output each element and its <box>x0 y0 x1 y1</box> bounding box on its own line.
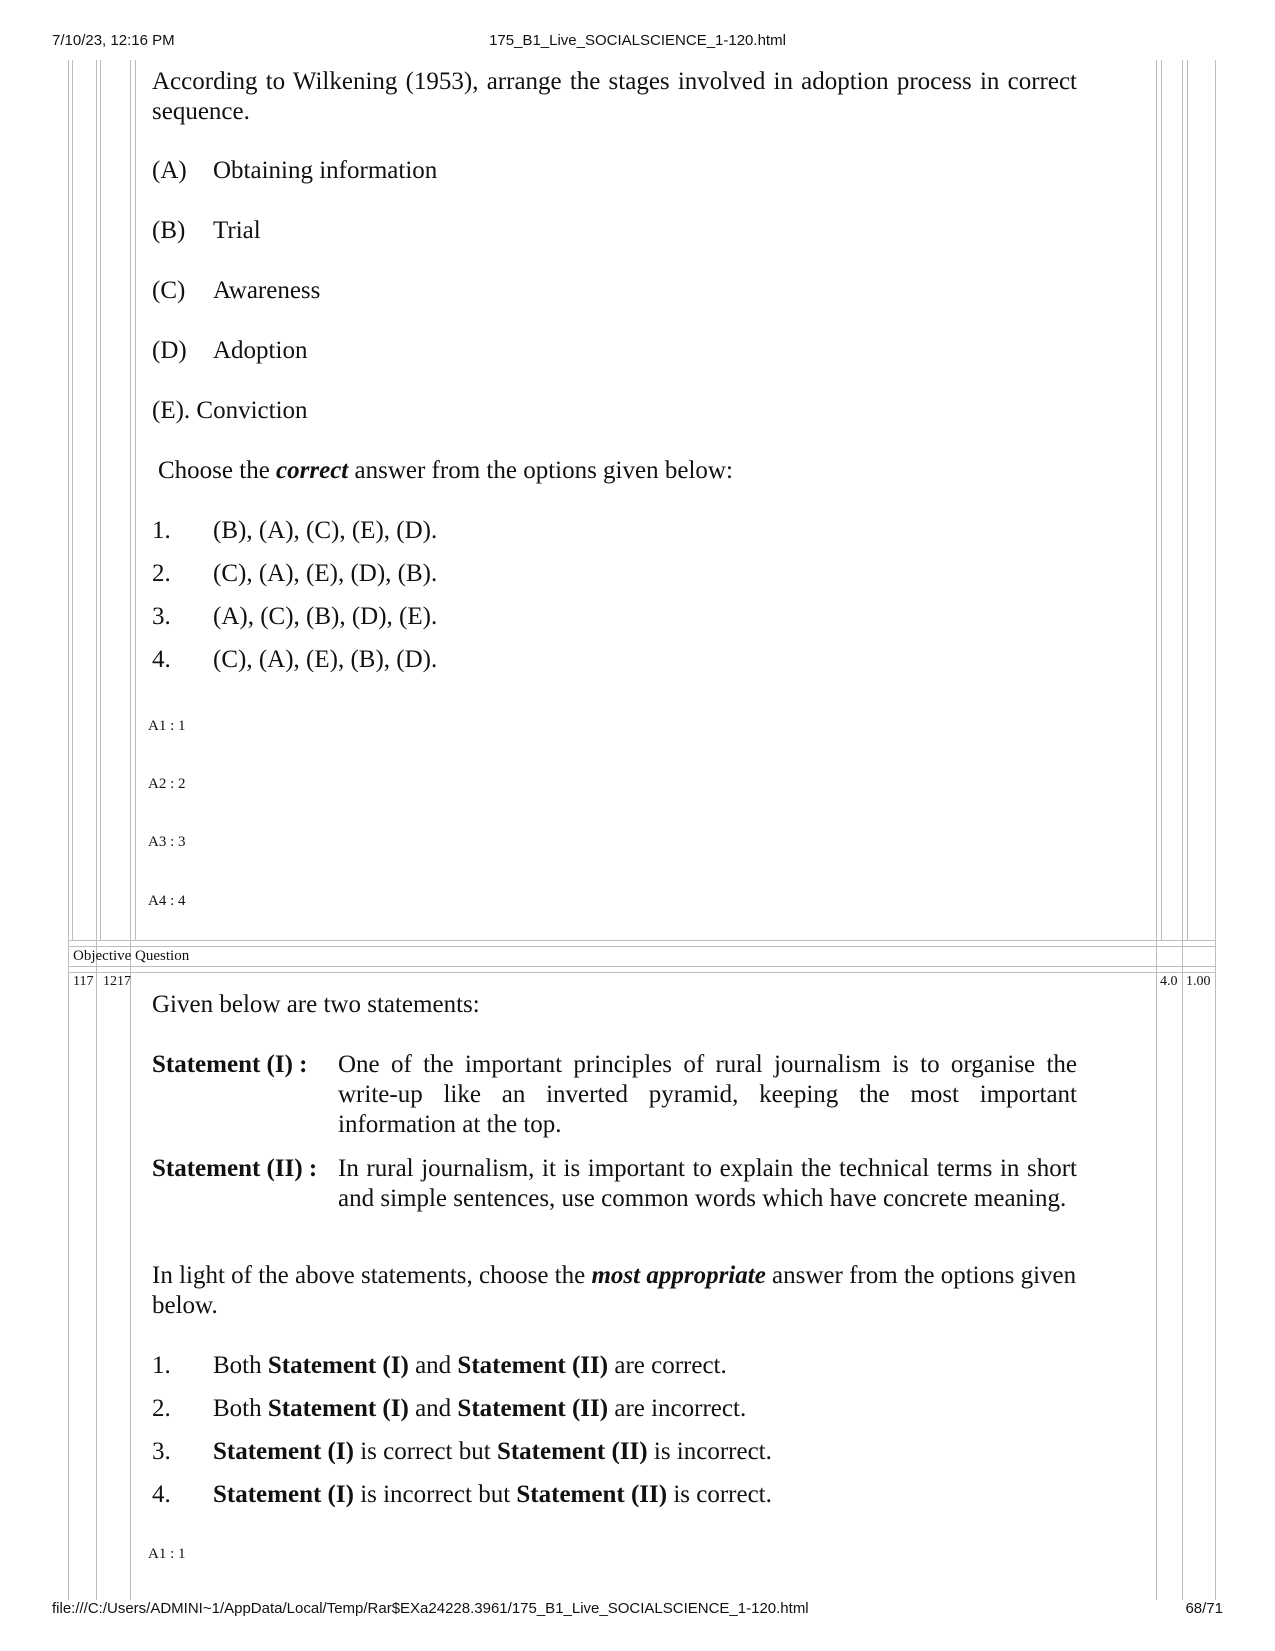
print-datetime: 7/10/23, 12:16 PM <box>52 32 175 49</box>
table-border <box>96 60 97 1600</box>
answer-key: A4 : 4 <box>148 893 186 909</box>
light-instruction <box>152 1261 1077 1321</box>
table-border <box>1215 946 1216 966</box>
option-part: Both <box>213 1352 268 1379</box>
print-page-number: 68/71 <box>1185 1600 1223 1617</box>
option-part: and <box>408 1395 458 1422</box>
item-text: Obtaining information <box>213 157 438 184</box>
instruction-text: In light of the above statements, choose the <box>152 1262 592 1289</box>
option-row <box>152 1480 1052 1510</box>
option-part: is correct. <box>667 1481 772 1508</box>
option-part-bold: Statement (II) <box>496 1438 648 1465</box>
table-border <box>130 60 131 1600</box>
option-text: (A), (C), (B), (D), (E). <box>213 603 438 630</box>
item-letter: (C) <box>152 277 186 304</box>
item-d <box>152 336 652 366</box>
question-number: 117 <box>73 974 94 989</box>
option-row <box>152 1437 1052 1467</box>
option-text <box>213 1351 727 1381</box>
option-part-bold: Statement (II) <box>457 1395 609 1422</box>
answer-key: A1 : 1 <box>148 1546 186 1562</box>
option-text <box>213 1394 746 1424</box>
option-row <box>152 559 652 589</box>
table-border <box>135 60 136 940</box>
option-number: 4. <box>152 1481 171 1508</box>
table-border <box>1182 60 1183 1600</box>
table-border <box>1187 60 1188 940</box>
option-number: 1. <box>152 1352 171 1379</box>
option-number: 3. <box>152 603 171 630</box>
instruction-text: answer from the options given below. <box>152 1262 1077 1319</box>
option-row <box>152 1351 1052 1381</box>
item-a <box>152 156 652 186</box>
instruction-text: answer from the options given below: <box>348 457 733 484</box>
option-text: (B), (A), (C), (E), (D). <box>213 517 438 544</box>
option-part: is incorrect but <box>353 1481 517 1508</box>
table-border <box>68 972 1216 973</box>
option-part-bold: Statement (II) <box>516 1481 668 1508</box>
item-letter: (D) <box>152 337 187 364</box>
table-border <box>68 966 1216 967</box>
item-c <box>152 276 652 306</box>
question-intro: Given below are two statements: <box>152 991 480 1018</box>
instruction-text: Choose the <box>158 457 277 484</box>
table-border <box>1161 60 1162 940</box>
print-file-path: file:///C:/Users/ADMINI~1/AppData/Local/Temp/Rar$EXa24228.3961/175_B1_Live_SOCIALSCIENCE_1-120.html <box>52 1600 809 1617</box>
option-text: (C), (A), (E), (B), (D). <box>213 646 438 673</box>
option-part: are incorrect. <box>608 1395 747 1422</box>
table-border <box>68 940 1216 941</box>
option-part: Both <box>213 1395 268 1422</box>
option-number: 1. <box>152 517 171 544</box>
item-text: Adoption <box>213 337 308 364</box>
table-border <box>100 60 101 940</box>
option-text: (C), (A), (E), (D), (B). <box>213 560 438 587</box>
statement-1-text: One of the important principles of rural journalism is to organise the write-up like an inverted pyramid, keeping the most important information at the top. <box>338 1051 1077 1138</box>
item-e: (E). Conviction <box>152 397 308 424</box>
option-row <box>152 602 652 632</box>
option-number: 4. <box>152 646 171 673</box>
table-border <box>1215 60 1216 1600</box>
negative-marks: 1.00 <box>1186 974 1211 989</box>
item-text: Trial <box>213 217 261 244</box>
statement-2-text: In rural journalism, it is important to explain the technical terms in short and simple sentences, use common words which have concrete meaning. <box>338 1155 1077 1212</box>
answer-key: A1 : 1 <box>148 718 186 734</box>
table-border <box>72 60 73 940</box>
answer-key: A2 : 2 <box>148 776 186 792</box>
option-part: is incorrect. <box>647 1438 772 1465</box>
choose-instruction <box>158 456 1058 486</box>
option-part-bold: Statement (I) <box>213 1481 354 1508</box>
item-b <box>152 216 652 246</box>
option-part-bold: Statement (I) <box>267 1352 409 1379</box>
option-part: are correct. <box>608 1352 727 1379</box>
table-border <box>68 60 69 1600</box>
option-part-bold: Statement (I) <box>213 1438 354 1465</box>
instruction-emphasis: most appropriate <box>591 1262 766 1289</box>
item-letter: (B) <box>152 217 186 244</box>
option-number: 2. <box>152 560 171 587</box>
table-border <box>1156 60 1157 1600</box>
statement-1-label: Statement (I) : <box>152 1051 308 1078</box>
print-title: 175_B1_Live_SOCIALSCIENCE_1-120.html <box>489 32 786 49</box>
option-row <box>152 645 652 675</box>
option-text <box>213 1437 772 1467</box>
option-part: is correct but <box>353 1438 497 1465</box>
section-label: Objective Question <box>73 948 190 964</box>
option-row <box>152 1394 1052 1424</box>
option-number: 3. <box>152 1438 171 1465</box>
option-number: 2. <box>152 1395 171 1422</box>
option-row <box>152 516 652 546</box>
item-text: Awareness <box>213 277 321 304</box>
item-letter: (A) <box>152 157 187 184</box>
option-part: and <box>408 1352 458 1379</box>
question-marks: 4.0 <box>1160 974 1178 989</box>
option-part-bold: Statement (II) <box>457 1352 609 1379</box>
option-text <box>213 1480 772 1510</box>
question-id: 1217 <box>103 974 131 989</box>
instruction-emphasis: correct <box>276 457 349 484</box>
statement-2-label: Statement (II) : <box>152 1155 318 1182</box>
answer-key: A3 : 3 <box>148 834 186 850</box>
option-part-bold: Statement (I) <box>267 1395 409 1422</box>
table-border <box>68 946 1216 947</box>
question-stem: According to Wilkening (1953), arrange the stages involved in adoption process in correct sequence. <box>152 68 1077 125</box>
